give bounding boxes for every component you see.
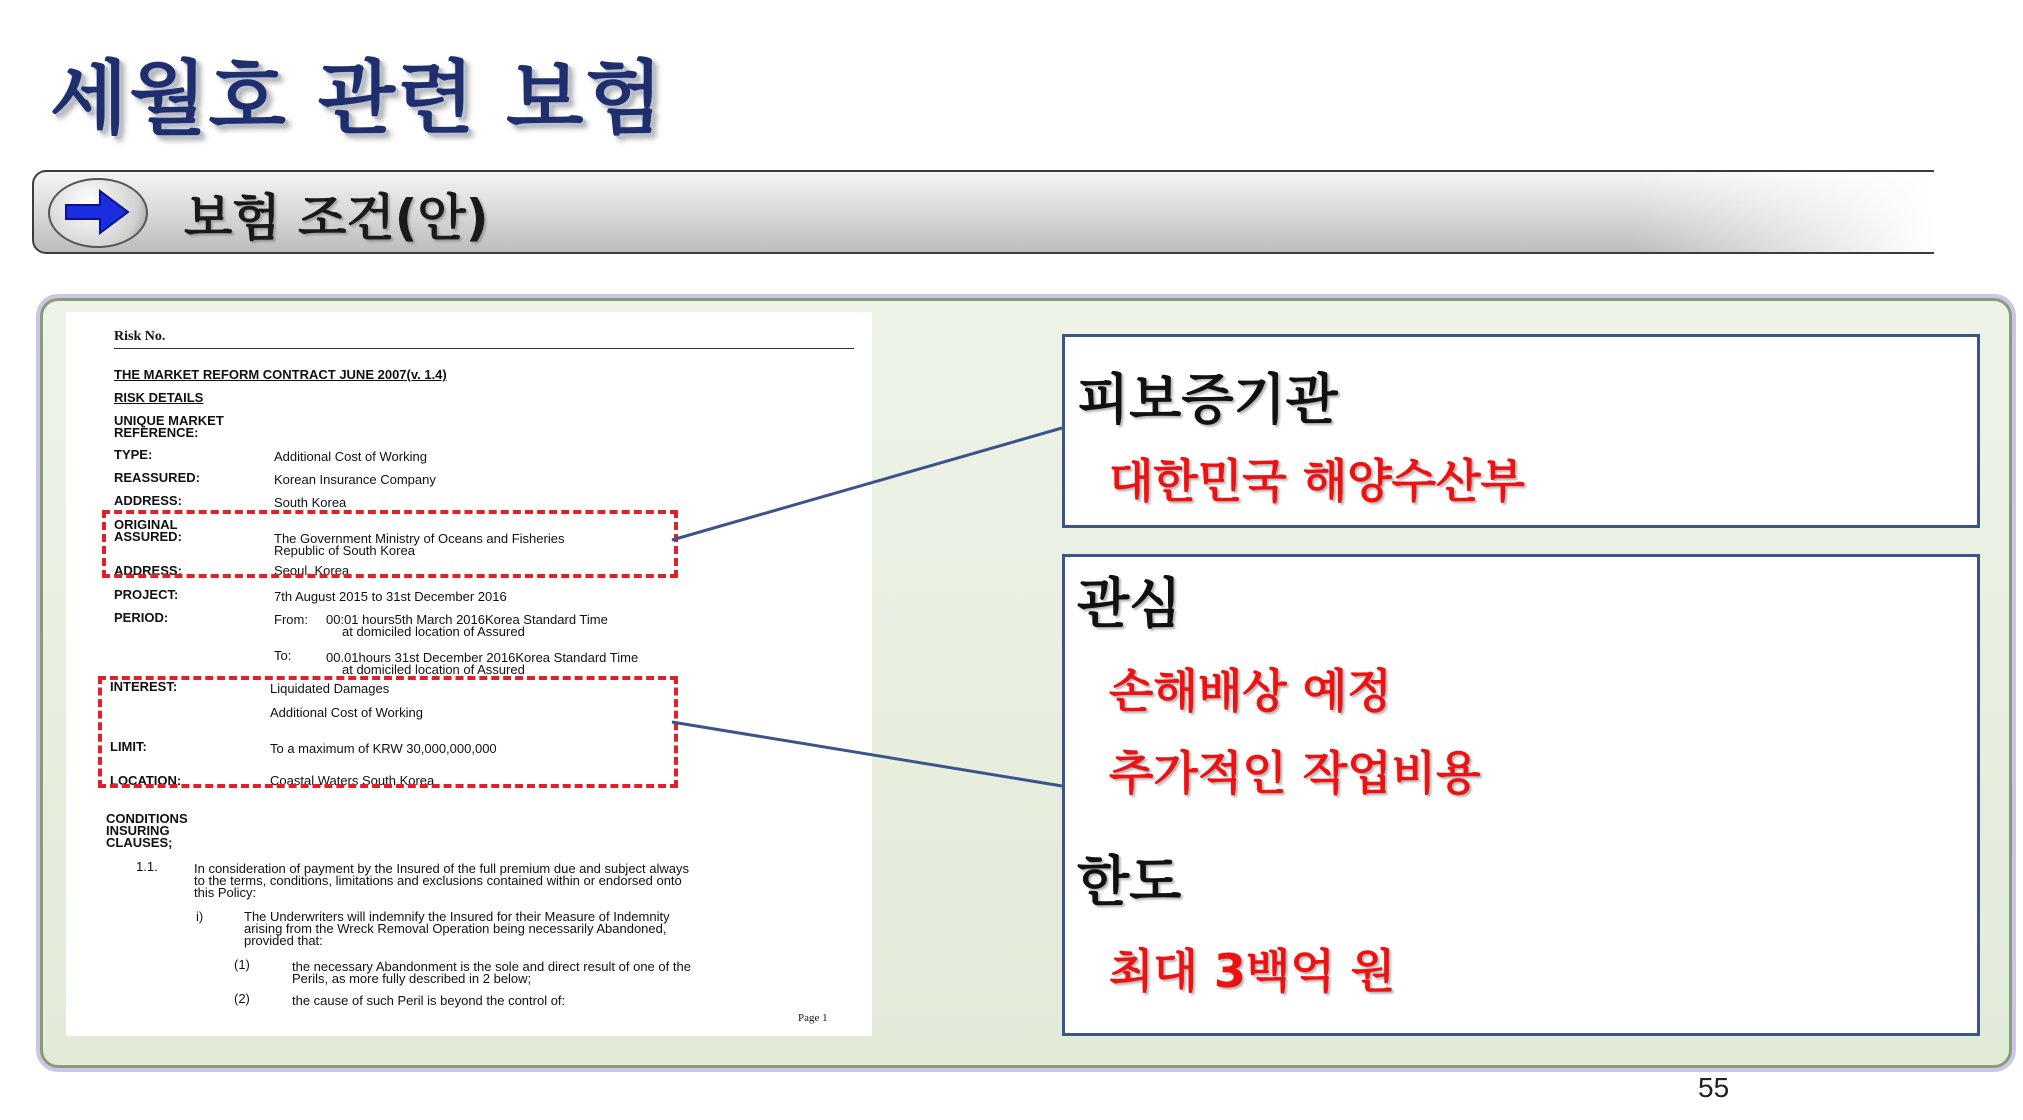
callout-insured-heading: 피보증기관	[1077, 368, 1338, 431]
callout-interest-value-1: 손해배상 예정	[1109, 664, 1392, 718]
section-label: 보험 조건(안)	[184, 189, 489, 247]
contract-document-image: Risk No. THE MARKET REFORM CONTRACT JUNE 2007(v. 1.4) RISK DETAILS UNIQUE MARKET REFERENCE: TYPE: Additional Cost of Working REASSURED: Korean Insurance Company ADDRESS: South Korea ORIGINAL ASSURED: The Government Ministry of Oceans and Fisheries Republic of South Korea ADDRESS: Seoul, Korea PROJECT: 7th August 2015 to 31st December 2016 PERIOD: From: 00:01 hours5th March 2016Korea Standard Time at domiciled location of Assured To: 00.01hours 31st December 2016Korea Standard Time at domiciled location of Assured INTEREST: Liquidated Damages Additional Cost of Working LIMIT: To a maximum of KRW 30,000,000,000 LOCATION: Coastal Waters South Korea CONDITIONS INSURING CLAUSES; 1.1. In consideration of payment by the Insured of the full premium due and subject always to the terms, conditions, limitations and exclusions contained within or endorsed onto this Policy: i) The Underwriters will indemnify the Insured for their Measure of Indemnity arising from the Wreck Removal Operation being necessarily Abandoned, provided that: (1) the necessary Abandonment is the sole and direct result of one of the Perils, as more fully described in 2 below; (2) the cause of such Peril is beyond the control of: Page 1	[66, 312, 872, 1036]
page-number: 55	[1698, 1072, 1730, 1103]
callout-interest-value-2: 추가적인 작업비용	[1109, 746, 1481, 800]
doc-risk-details: RISK DETAILS	[114, 390, 204, 405]
connector-insured	[672, 428, 1062, 540]
callout-insured	[1062, 334, 1980, 528]
doc-risk-no: Risk No.	[114, 329, 166, 344]
callout-interest	[1062, 554, 1980, 1036]
callout-limit-heading: 한도	[1077, 850, 1182, 913]
callout-insured-value: 대한민국 해양수산부	[1109, 454, 1525, 508]
connector-interest	[672, 722, 1062, 786]
doc-heading: THE MARKET REFORM CONTRACT JUNE 2007(v. 1.4)	[114, 367, 447, 382]
callout-limit-value: 최대 3백억 원	[1109, 944, 1396, 998]
slide-title: 세월호 관련 보험	[50, 52, 665, 145]
callout-interest-heading: 관심	[1077, 572, 1182, 635]
